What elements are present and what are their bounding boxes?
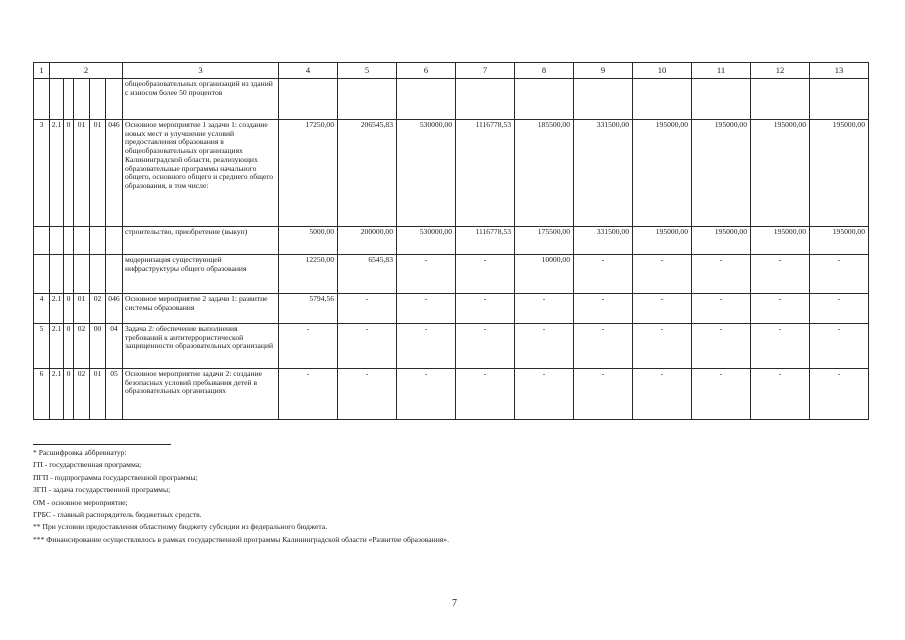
header-cell-7: 7 [456, 63, 515, 79]
value-cell: - [751, 369, 810, 420]
header-cell-13: 13 [810, 63, 869, 79]
code-cell: 05 [106, 369, 123, 420]
value-cell: - [633, 324, 692, 369]
table-row [34, 227, 869, 255]
value-cell: 1116778,53 [456, 227, 515, 255]
page-number: 7 [452, 598, 457, 609]
value-cell: - [633, 294, 692, 324]
value-cell: - [633, 369, 692, 420]
code-cell [90, 227, 106, 255]
value-cell: 195000,00 [692, 120, 751, 227]
value-cell: 195000,00 [633, 120, 692, 227]
code-cell: 04 [106, 324, 123, 369]
code-cell: 00 [90, 324, 106, 369]
table-row [34, 255, 869, 294]
code-cell: 046 [106, 294, 123, 324]
header-row [34, 63, 869, 79]
table-row [34, 120, 869, 227]
code-cell: 5 [34, 324, 50, 369]
continuation-row [34, 79, 869, 120]
footnote-line: ** При условии предоставления областному бюджету субсидии из федерального бюджета. [33, 522, 328, 532]
value-cell: 185500,00 [515, 120, 574, 227]
value-cell: 195000,00 [810, 227, 869, 255]
code-cell: 02 [90, 294, 106, 324]
value-cell: 17250,00 [279, 120, 338, 227]
code-cell: 02 [74, 324, 90, 369]
header-cell-6: 6 [397, 63, 456, 79]
code-cell [34, 255, 50, 294]
footnotes [33, 444, 449, 546]
code-cell: 0 [64, 369, 74, 420]
value-cell: - [397, 324, 456, 369]
value-cell: - [692, 324, 751, 369]
code-cell [90, 255, 106, 294]
footnote-line: *** Финансирование осуществлялось в рамках государственной программы Калининградской области «Развитие образования». [33, 534, 449, 544]
code-cell: 2.1 [50, 324, 64, 369]
header-cell-9: 9 [574, 63, 633, 79]
value-cell: - [810, 369, 869, 420]
value-cell: - [692, 294, 751, 324]
value-cell: - [397, 294, 456, 324]
code-cell [74, 227, 90, 255]
footnote-line: * Расшифровка аббревиатур: [33, 448, 127, 457]
table-row [34, 294, 869, 324]
footnote-line: ПГП - подпрограмма государственной программы; [33, 472, 198, 482]
header-cell-3: 3 [123, 63, 279, 79]
value-cell: - [515, 369, 574, 420]
description-cell: Основное мероприятие 1 задачи 1: создание новых мест и улучшение условий предоставления образования в общеобразовательных организациях Калининградской области, реализующих образовательные программы начального общего, основного общего и среднего общего образования, в том числе: [123, 120, 279, 227]
value-cell: 200000,00 [338, 227, 397, 255]
code-cell: 046 [106, 120, 123, 227]
header-cell-10: 10 [633, 63, 692, 79]
code-cell [106, 227, 123, 255]
value-cell: 206545,83 [338, 120, 397, 227]
value-cell: 10000,00 [515, 255, 574, 294]
code-cell [50, 227, 64, 255]
header-cell-2: 2 [50, 63, 123, 79]
value-cell: - [751, 255, 810, 294]
value-cell: 195000,00 [692, 227, 751, 255]
value-cell: 195000,00 [810, 120, 869, 227]
code-cell: 3 [34, 120, 50, 227]
header-cell-12: 12 [751, 63, 810, 79]
value-cell: 195000,00 [633, 227, 692, 255]
value-cell: - [810, 294, 869, 324]
budget-table [33, 62, 869, 420]
value-cell: 5794,56 [279, 294, 338, 324]
value-cell: 1116778,53 [456, 120, 515, 227]
footnote-line: ГП - государственная программа; [33, 460, 142, 470]
value-cell: - [338, 369, 397, 420]
value-cell: - [633, 255, 692, 294]
code-cell: 01 [74, 294, 90, 324]
value-cell: - [397, 369, 456, 420]
code-cell: 01 [90, 369, 106, 420]
header-cell-1: 1 [34, 63, 50, 79]
value-cell: - [456, 369, 515, 420]
value-cell: - [515, 324, 574, 369]
footnote-separator [33, 444, 171, 445]
description-cell: Основное мероприятие 2 задачи 1: развитие системы образования [123, 294, 279, 324]
code-cell [50, 255, 64, 294]
code-cell: 4 [34, 294, 50, 324]
value-cell: - [810, 255, 869, 294]
value-cell: - [456, 294, 515, 324]
code-cell [64, 227, 74, 255]
value-cell: - [279, 369, 338, 420]
description-cell: строительство, приобретение (выкуп) [123, 227, 279, 255]
value-cell: - [574, 324, 633, 369]
footnote-line: ГРБС - главный распорядитель бюджетных средств. [33, 510, 202, 520]
value-cell: 5000,00 [279, 227, 338, 255]
code-cell [106, 255, 123, 294]
value-cell: - [574, 255, 633, 294]
code-cell: 01 [90, 120, 106, 227]
value-cell: - [751, 294, 810, 324]
code-cell [34, 227, 50, 255]
header-cell-5: 5 [338, 63, 397, 79]
header-cell-4: 4 [279, 63, 338, 79]
value-cell: 175500,00 [515, 227, 574, 255]
code-cell: 0 [64, 294, 74, 324]
value-cell: 195000,00 [751, 227, 810, 255]
description-cell: Задача 2: обеспечение выполнения требований к антитеррористической защищенности образовательных организаций [123, 324, 279, 369]
value-cell: - [397, 255, 456, 294]
value-cell: - [515, 294, 574, 324]
table-row [34, 324, 869, 369]
value-cell: - [751, 324, 810, 369]
value-cell: - [338, 324, 397, 369]
footnote-line: ЗГП - задача государственной программы; [33, 485, 171, 495]
value-cell: - [574, 369, 633, 420]
value-cell: 12250,00 [279, 255, 338, 294]
code-cell: 2.1 [50, 120, 64, 227]
code-cell: 02 [74, 369, 90, 420]
value-cell: - [456, 255, 515, 294]
value-cell: - [810, 324, 869, 369]
description-cell: модернизация существующей инфраструктуры общего образования [123, 255, 279, 294]
table-row [34, 369, 869, 420]
code-cell: 0 [64, 120, 74, 227]
value-cell: 6545,83 [338, 255, 397, 294]
value-cell: - [279, 324, 338, 369]
code-cell: 2.1 [50, 369, 64, 420]
value-cell: 530000,00 [397, 227, 456, 255]
code-cell: 0 [64, 324, 74, 369]
value-cell: 530000,00 [397, 120, 456, 227]
code-cell: 2.1 [50, 294, 64, 324]
value-cell: - [456, 324, 515, 369]
value-cell: - [338, 294, 397, 324]
description-cell: Основное мероприятие задачи 2: создание безопасных условий пребывания детей в образовательных организациях [123, 369, 279, 420]
value-cell: 195000,00 [751, 120, 810, 227]
header-cell-8: 8 [515, 63, 574, 79]
code-cell: 6 [34, 369, 50, 420]
value-cell: 331500,00 [574, 227, 633, 255]
footnote-line: ОМ - основное мероприятие; [33, 497, 128, 507]
code-cell: 01 [74, 120, 90, 227]
value-cell: - [574, 294, 633, 324]
continuation-description: общеобразовательных организаций из зданий с износом более 50 процентов [123, 79, 279, 120]
code-cell [64, 255, 74, 294]
value-cell: - [692, 369, 751, 420]
code-cell [74, 255, 90, 294]
value-cell: - [692, 255, 751, 294]
header-cell-11: 11 [692, 63, 751, 79]
value-cell: 331500,00 [574, 120, 633, 227]
